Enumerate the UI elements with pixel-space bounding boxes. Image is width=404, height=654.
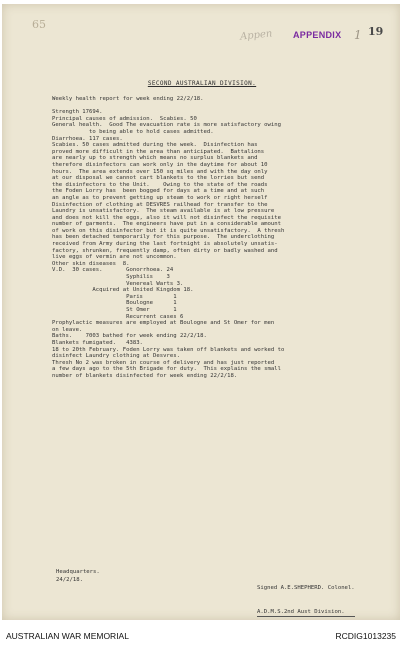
- report-line: Weekly health report for week ending 22/2/18.: [52, 96, 204, 102]
- report-line: General health. Good The evacuation rate is more satisfactory owing: [52, 122, 282, 129]
- signature-block: [257, 568, 355, 625]
- report-line: proved more difficult in the area than anticipated. Battalions: [52, 148, 265, 155]
- report-line: are nearly up to strength which means no surplus blankets and: [52, 155, 258, 162]
- report-line: number of blankets disinfected for week ending 22/2/18.: [52, 372, 238, 379]
- report-line: [52, 103, 372, 110]
- report-line: Strength 17694.: [52, 109, 103, 116]
- report-line: the disinfectors to the Unit. Owing to the state of the roads: [52, 181, 268, 188]
- report-line: therefore disinfectors can work only in the daytime for about 10: [52, 161, 268, 168]
- report-line: Laundry is unsatisfactory. The steam available is at low pressure: [52, 208, 275, 215]
- corner-number: 65: [32, 18, 46, 31]
- headquarters-label: Headquarters.: [56, 569, 100, 575]
- pencil-annotation: Appen: [239, 28, 273, 43]
- report-line: Baths. 7003 bathed for week ending 22/2/18.: [52, 333, 207, 340]
- report-line: Disinfection of clothing at DESVRES railhead for transfer to the: [52, 201, 268, 208]
- report-line: Scabies. 50 cases admitted during the week. Disinfection has: [52, 142, 258, 149]
- report-line: Thresh No 2 was broken in course of delivery and has just reported: [52, 359, 275, 366]
- archive-id: RCDIG1013235: [335, 631, 396, 641]
- folio-number: 19: [368, 25, 384, 38]
- report-line: number of garments. The engineers have put in a considerable amount: [52, 221, 282, 228]
- appendix-stamp: APPENDIX: [293, 30, 342, 40]
- report-line: and does not kill the eggs, also it will not disinfect the requisite: [52, 214, 282, 221]
- report-body: [52, 96, 372, 380]
- report-line: Acquired at United Kingdom 18.: [52, 287, 194, 294]
- report-line: Diarrhoea. 117 cases.: [52, 135, 123, 142]
- report-line: at our disposal we cannot cart blankets to the lorries but send: [52, 175, 265, 182]
- report-line: an angle as to prevent getting up steam to work or right herself: [52, 194, 268, 201]
- report-line: St Omer 1: [52, 307, 177, 313]
- report-line: has been detached temporarily for this purpose. The underclothing: [52, 234, 275, 241]
- report-line: on leave.: [52, 326, 83, 333]
- archive-name: AUSTRALIAN WAR MEMORIAL: [6, 631, 129, 641]
- report-line: received from Army during the last fortnight is absolutely unsatis-: [52, 241, 278, 248]
- report-line: a few days ago to the 5th Brigade for duty. This explains the small: [52, 366, 282, 373]
- report-line: the Foden Lorry has been bogged for days at a time and at such: [52, 188, 265, 195]
- report-line: of work on this disinfector but it is quite unsatisfactory. A thresh: [52, 227, 285, 234]
- document-heading: SECOND AUSTRALIAN DIVISION.: [147, 80, 257, 87]
- report-line: to being able to hold cases admitted.: [52, 128, 214, 135]
- report-line: 18 to 20th February. Foden Lorry was taken off blankets and worked to: [52, 346, 285, 353]
- signatory-title: A.D.M.S.2nd Aust Division.: [257, 608, 355, 617]
- report-date: 24/2/18.: [56, 577, 83, 583]
- report-line: Prophylactic measures are employed at Boulogne and St Omer for men: [52, 320, 275, 327]
- report-line: Other skin diseases 8.: [52, 260, 130, 267]
- headquarters-block: [56, 568, 100, 584]
- signed-by: Signed A.E.SHEPHERD. Colonel.: [257, 585, 355, 591]
- report-line: Blankets fumigated. 4383.: [52, 339, 143, 346]
- report-line: Boulogne 1: [52, 300, 177, 307]
- pencil-slash: 1: [354, 28, 362, 42]
- report-line: Venereal Warts 3.: [52, 280, 184, 287]
- report-line: Principal causes of admission. Scabies. 50: [52, 115, 197, 122]
- report-line: Paris 1: [52, 293, 177, 300]
- report-line: Recurrent cases 6: [52, 313, 184, 320]
- report-line: factory, shrunken, frequently damp, often dirty or badly washed and: [52, 247, 278, 254]
- archive-footer: [0, 629, 404, 645]
- report-line: hours. The area extends over 150 sq miles and with the day only: [52, 168, 268, 175]
- report-line: live eggs of vermin are not uncommon.: [52, 254, 177, 261]
- report-line: Syphilis 3: [52, 274, 170, 281]
- report-line: disinfect Laundry clothing at Desvres.: [52, 353, 180, 360]
- report-line: V.D. 30 cases. Gonorrhoea. 24: [52, 267, 174, 274]
